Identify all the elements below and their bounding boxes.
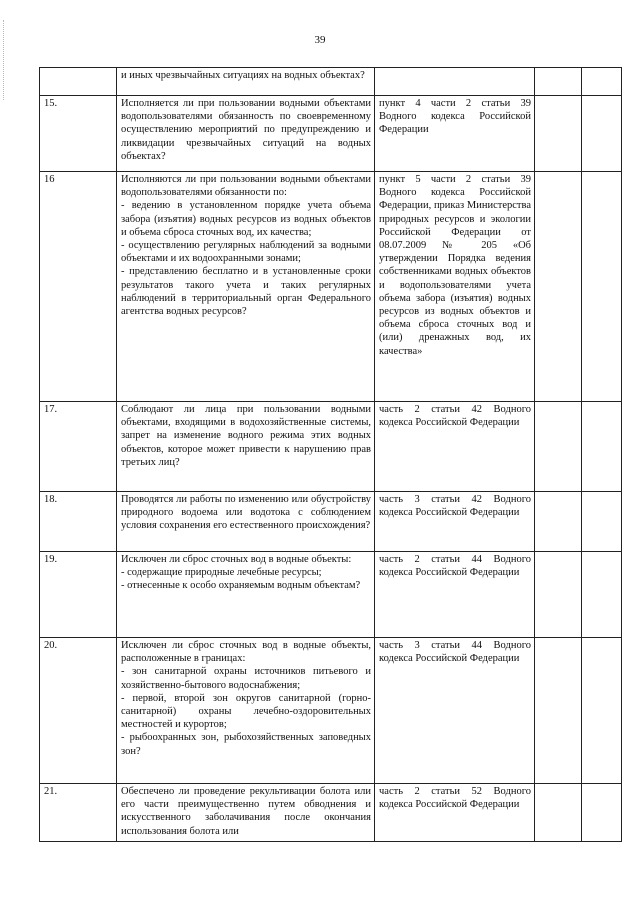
question-text: Проводятся ли работы по изменению или обустройству природного водоема или водотока с соблюдением условия сохранения его естественного происхождения? <box>117 492 375 552</box>
question-text: Соблюдают ли лица при пользовании водными объектами, входящими в водохозяйственные системы, запрет на изменение водного режима этих водных объектов, которое может привести к нарушению прав третьих лиц? <box>117 402 375 492</box>
table-row <box>40 68 622 96</box>
legal-reference: часть 3 статьи 42 Водного кодекса Российской Федерации <box>375 492 535 552</box>
empty-cell <box>582 638 622 784</box>
legal-reference: пункт 4 части 2 статьи 39 Водного кодекса Российской Федерации <box>375 96 535 172</box>
table-row <box>40 96 622 172</box>
table-row <box>40 638 622 784</box>
empty-cell <box>535 68 582 96</box>
empty-cell <box>535 402 582 492</box>
empty-cell <box>582 172 622 402</box>
row-number <box>40 68 117 96</box>
legal-reference: часть 2 статьи 52 Водного кодекса Российской Федерации <box>375 784 535 842</box>
row-number: 15. <box>40 96 117 172</box>
empty-cell <box>535 784 582 842</box>
legal-reference: часть 2 статьи 44 Водного кодекса Российской Федерации <box>375 552 535 638</box>
row-number: 19. <box>40 552 117 638</box>
empty-cell <box>535 172 582 402</box>
question-text: и иных чрезвычайных ситуациях на водных объектах? <box>117 68 375 96</box>
table-row <box>40 402 622 492</box>
question-text: Исключен ли сброс сточных вод в водные объекты: - содержащие природные лечебные ресурсы; - отнесенные к особо охраняемым водным объектам? <box>117 552 375 638</box>
question-text: Обеспечено ли проведение рекультивации болота или его части преимущественно путем обводнения и искусственного заболачивания после окончания использования болота или <box>117 784 375 842</box>
question-text: Исполняется ли при пользовании водными объектами водопользователями обязанность по своевременному осуществлению мероприятий по предупреждению и ликвидации чрезвычайных ситуаций на водных объектах? <box>117 96 375 172</box>
checklist-table <box>39 67 622 842</box>
scan-edge-marks <box>3 20 6 100</box>
legal-reference <box>375 68 535 96</box>
empty-cell <box>582 68 622 96</box>
legal-reference: пункт 5 части 2 статьи 39 Водного кодекса Российской Федерации, приказ Министерства природных ресурсов и экологии Российской Федерации от 08.07.2009 № 205 «Об утверждении Порядка ведения собственниками водных объектов и водопользователями учета объема забора (изъятия) водных ресурсов из водных объектов и объема сброса сточных вод и (или) дренажных вод, их качества» <box>375 172 535 402</box>
empty-cell <box>535 638 582 784</box>
question-text: Исключен ли сброс сточных вод в водные объекты, расположенные в границах: - зон санитарной охраны источников питьевого и хозяйственно-бытового водоснабжения; - первой, второй зон округов санитарной (горно-санитарной) охраны лечебно-оздоровительных местностей и курортов; - рыбоохранных зон, рыбохозяйственных заповедных зон? <box>117 638 375 784</box>
row-number: 20. <box>40 638 117 784</box>
empty-cell <box>535 552 582 638</box>
empty-cell <box>582 402 622 492</box>
row-number: 16 <box>40 172 117 402</box>
table-row <box>40 172 622 402</box>
empty-cell <box>582 492 622 552</box>
page-number: 39 <box>314 34 326 46</box>
table-row <box>40 552 622 638</box>
legal-reference: часть 2 статьи 42 Водного кодекса Российской Федерации <box>375 402 535 492</box>
table-row <box>40 784 622 842</box>
question-text: Исполняются ли при пользовании водными объектами водопользователями обязанности по: - ведению в установленном порядке учета объема забора (изъятия) водных ресурсов из водных объектов и объема сброса сточных вод, их качества; - осуществлению регулярных наблюдений за водными объектами и их водоохранными зонами; - представлению бесплатно и в установленные сроки результатов такого учета и таких регулярных наблюдений в территориальный орган Федерального агентства водных ресурсов? <box>117 172 375 402</box>
empty-cell <box>582 552 622 638</box>
empty-cell <box>582 784 622 842</box>
row-number: 18. <box>40 492 117 552</box>
empty-cell <box>535 96 582 172</box>
empty-cell <box>535 492 582 552</box>
row-number: 21. <box>40 784 117 842</box>
legal-reference: часть 3 статьи 44 Водного кодекса Российской Федерации <box>375 638 535 784</box>
empty-cell <box>582 96 622 172</box>
row-number: 17. <box>40 402 117 492</box>
table-row <box>40 492 622 552</box>
